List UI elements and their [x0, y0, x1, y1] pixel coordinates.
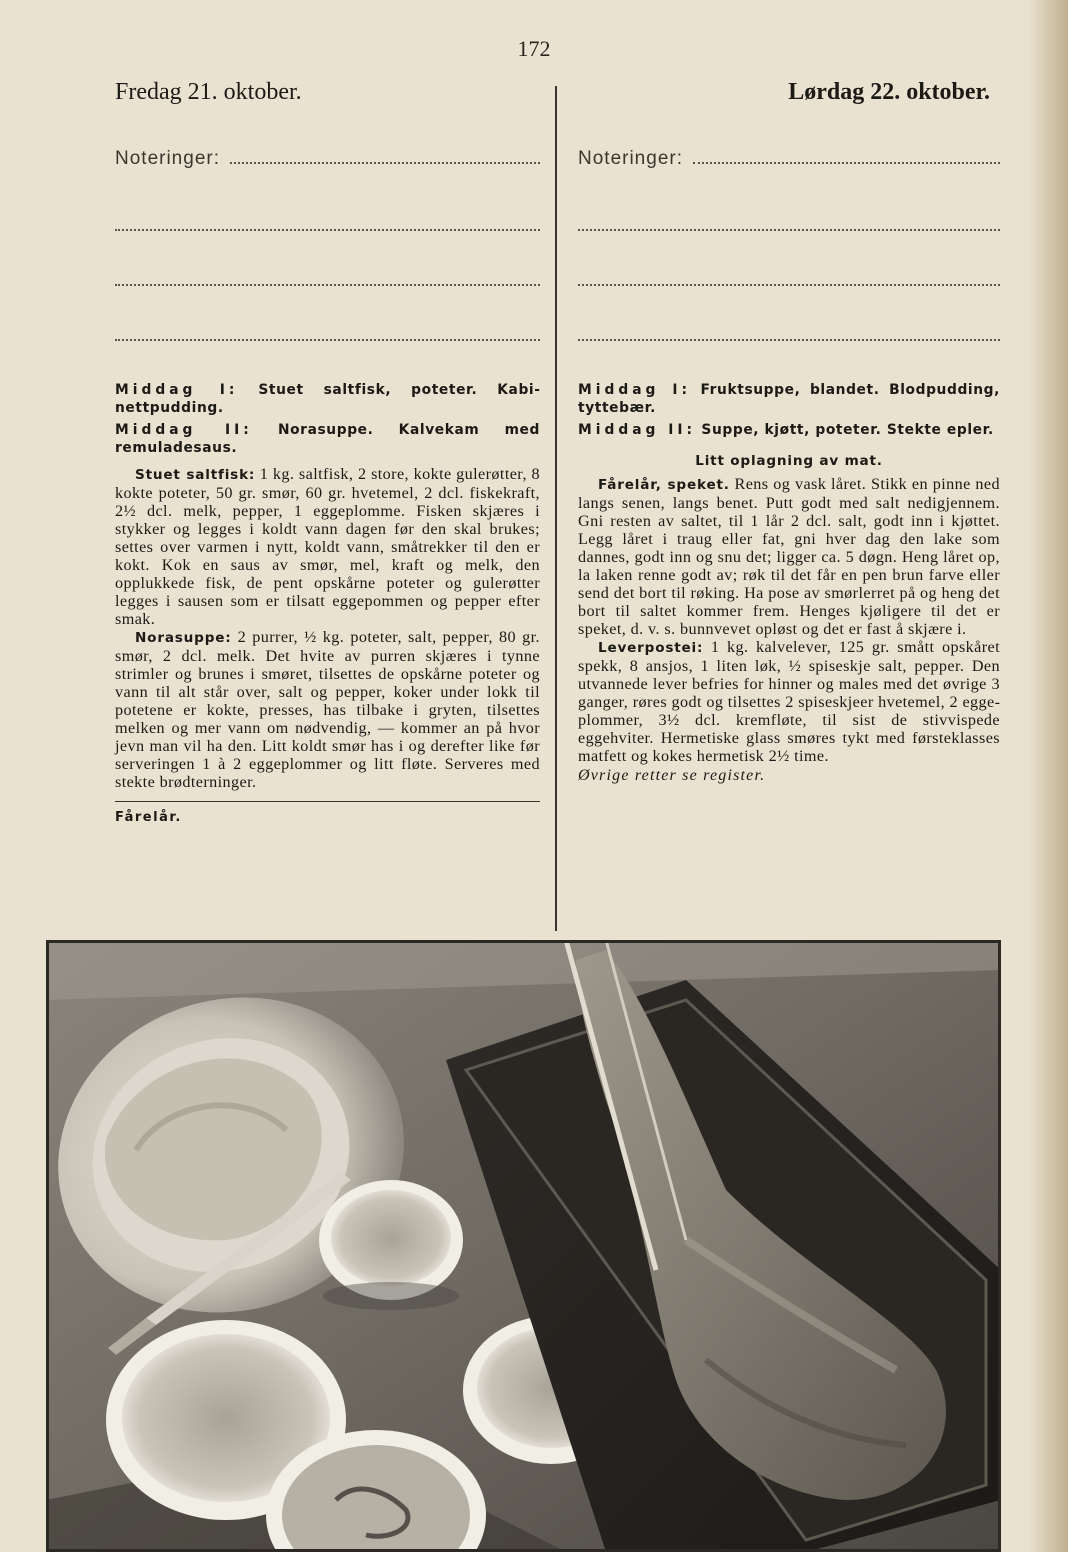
- notes-label: Noteringer:: [115, 148, 220, 169]
- caption-rule: [115, 801, 540, 802]
- bowl-small: [319, 1180, 463, 1310]
- day-title-saturday: Lørdag 22. oktober.: [788, 79, 990, 105]
- section-heading: Litt oplagning av mat.: [695, 453, 883, 469]
- recipe-text: Rens og vask låret. Stikk en pinne ned langs senen, langs benet. Putt godt med salt nedigjennem. Gni resten av saltet, til 1 lår 2 dcl. salt, godt inn i kjøttet. Legg låret i traug eller fat, gni hver dag den lake som dannes, godt inn og snu det; ligger ca. 5 døgn. Heng låret op, la laken renne godt av; røk til det får en pen brun farve eller send det bort til røking. Ha pose av smørlerret på og heng det bort til saltet kommer frem. Henges kjøligere til det er speket, d. v. s. bunnvevet opløst og det er fast å skjære i.: [578, 475, 1001, 638]
- recipe-text: 2 purrer, ½ kg. poteter, salt, pepper, 80 gr. smør, 2 dcl. melk. Det hvite av purren skjæres i tynne strimler og brunes i smøret, tilsettes de opskårne poteter og vann til alt står over, salt og pepper, koker under lokk til potetene er kokte, presses, has tilbake i gryten, tilsettes melken og mer vann om nødvendig, — kommer an på hvor jevn man vil ha den. Litt koldt smør has i og derefter like før serveringen 1 à 2 eggeplommer og litt fløte. Serveres med stekte brødterninger.: [115, 628, 541, 791]
- right-column: [578, 76, 1000, 785]
- recipe-farelar-speket: [578, 475, 1000, 638]
- dinner-1-label: Middag I:: [115, 382, 239, 398]
- notes-dotted-line: [693, 150, 1000, 164]
- dinner-1-label: Middag I:: [578, 382, 691, 398]
- page-number: 172: [517, 36, 551, 61]
- recipe-name: Leverpostei:: [598, 640, 704, 656]
- dinner-2-text: Suppe, kjøtt, poteter. Stekte epler.: [701, 422, 994, 438]
- column-divider: [555, 86, 557, 931]
- notes-label: Noteringer:: [578, 148, 683, 169]
- left-column: [115, 76, 540, 825]
- notes-dotted-line: [578, 229, 1000, 231]
- notes-dotted-line: [578, 284, 1000, 286]
- recipe-name: Norasuppe:: [135, 630, 232, 646]
- dinner-menu: [115, 381, 540, 457]
- dinner-1: [578, 381, 1000, 417]
- dinner-2-label: Middag II:: [115, 422, 253, 438]
- notes-row: [115, 148, 540, 176]
- notes-dotted-line: [230, 150, 540, 164]
- recipe-name: Stuet saltfisk:: [135, 467, 256, 483]
- dinner-menu: [578, 381, 1000, 439]
- dinner-1: [115, 381, 540, 417]
- dinner-2-label: Middag II:: [578, 422, 696, 438]
- dinner-2: [115, 421, 540, 457]
- dinner-2: [578, 421, 1000, 439]
- notes-dotted-line: [115, 339, 540, 341]
- notes-dotted-line: [115, 229, 540, 231]
- photo-caption: Fårelår.: [115, 810, 182, 825]
- photo-leg-of-lamb: [46, 940, 1001, 1552]
- photo-illustration: [46, 940, 1001, 1552]
- recipe-text: 1 kg. kalvelever, 125 gr. smått opskåret spekk, 8 ansjos, 1 liten løk, ½ spiseskje salt, pepper. Den utvannede lever befries for hinner og males med det øvrige 3 ganger, røres godt og tilsettes 2 spiseskjeer hvetemel, 2 eggeplommer, 3½ dcl. kremfløte, til sist de stivvispede eggehviter. Hermetiske glass smøres tykt med førsteklasses matfett og kokes hermetisk 2½ time.: [578, 638, 1000, 765]
- dinner-1-text: Stuet saltfisk, poteter. Kabinettpudding.: [115, 382, 540, 416]
- page-edge: [1028, 0, 1068, 1552]
- notes-dotted-line: [578, 339, 1000, 341]
- recipe-leverpostei: [578, 638, 1000, 765]
- register-note: Øvrige retter se register.: [578, 767, 766, 784]
- dinner-1-text: Fruktsuppe, blandet. Blodpudding, tyttebær.: [578, 382, 1000, 416]
- recipe-stuet-saltfisk: [115, 465, 540, 628]
- notes-row: [578, 148, 1000, 176]
- recipe-norasuppe: [115, 628, 540, 791]
- recipe-name: Fårelår, speket.: [598, 477, 730, 493]
- day-title-friday: Fredag 21. oktober.: [115, 79, 302, 105]
- recipe-text: 1 kg. saltfisk, 2 store, kokte gulerøtter, 8 kokte poteter, 50 gr. smør, 60 gr. hvetemel, 2 dcl. fiskekraft, 2½ dcl. melk, pepper, 1 eggeplomme. Fisken skjæres i stykker og legges i koldt vann dagen før den skal brukes; settes over varmen i nytt, koldt vann, småtrekker til den er kokt. Kok en saus av smør, mel, kraft og melk, den opplukkede fisk, de pent opskårne poteter og gulerøtter legges i sausen som er tilsatt eggepommen og pepper efter smak.: [115, 465, 540, 628]
- dinner-2-text: Norasuppe. Kalvekam med remuladesaus.: [115, 422, 540, 456]
- notes-dotted-line: [115, 284, 540, 286]
